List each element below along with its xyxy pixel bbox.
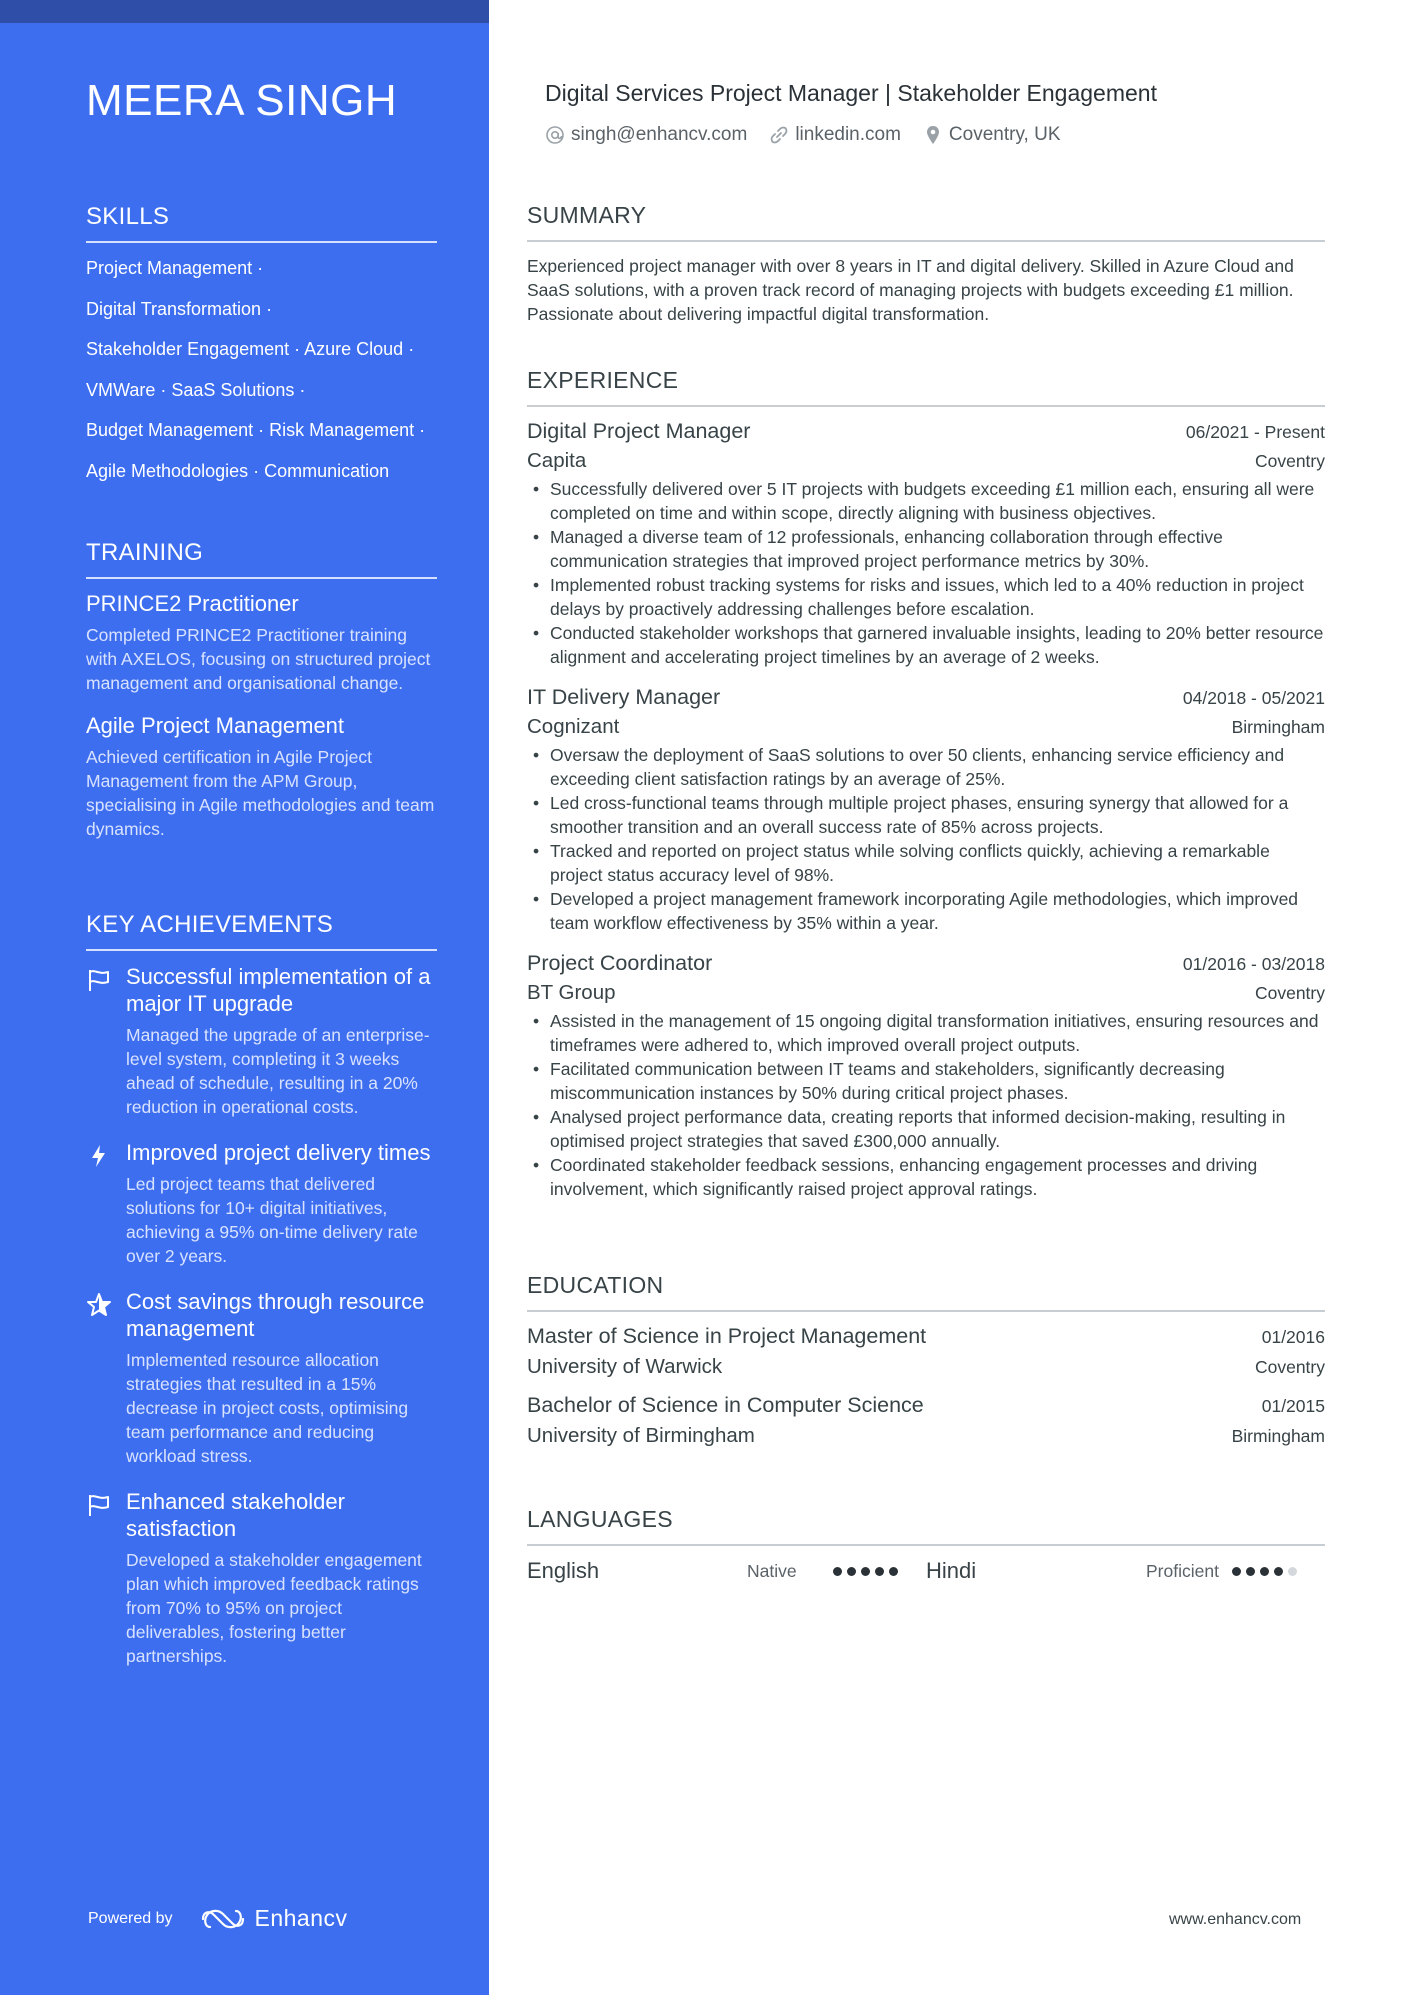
achievement-desc: Managed the upgrade of an enterprise-level system, completing it 3 weeks ahead of schedule, resulting in a 20% reduction in operational costs. — [126, 1025, 430, 1117]
job-title: IT Delivery Manager — [527, 685, 721, 709]
job-bullet: • Tracked and reported on project status while solving conflicts quickly, achieving a remarkable project status accuracy level of 98%. — [527, 839, 1325, 887]
achievements-title: KEY ACHIEVEMENTS — [86, 911, 437, 951]
education-degree: Bachelor of Science in Computer Science — [527, 1393, 924, 1417]
star-icon — [86, 1292, 112, 1318]
rating-dot-filled — [1246, 1567, 1255, 1576]
achievements-section — [86, 911, 437, 1688]
language-name: English — [527, 1558, 600, 1583]
education-entry — [527, 1324, 1325, 1379]
skill-line: Digital Transformation · — [86, 298, 273, 319]
training-item-title: PRINCE2 Practitioner — [86, 591, 299, 616]
flag-icon — [86, 967, 112, 993]
enhancv-logo-icon — [199, 1906, 247, 1932]
location-contact — [923, 124, 1061, 146]
achievement-desc: Implemented resource allocation strategies that resulted in a 15% decrease in project costs, optimising team performance and reducing workload stress. — [126, 1350, 409, 1466]
job-entry — [527, 685, 1325, 935]
skills-title: SKILLS — [86, 203, 437, 243]
language-rating — [833, 1567, 903, 1576]
skill-line: Agile Methodologies · Communication — [86, 460, 390, 481]
education-school: University of Birmingham — [527, 1424, 755, 1447]
job-entry — [527, 951, 1325, 1201]
linkedin-text: linkedin.com — [795, 124, 901, 145]
achievement-title: Improved project delivery times — [126, 1140, 431, 1165]
summary-text: Experienced project manager with over 8 years in IT and digital delivery. Skilled in Azure Cloud and SaaS solutions, with a proven track record of managing projects with budgets exceeding £1 million. Passionate about delivering impactful digital transformation. — [527, 256, 1294, 324]
job-bullets — [527, 743, 1325, 935]
job-bullet: • Developed a project management framework incorporating Agile methodologies, which improved team workflow effectiveness by 35% within a year. — [527, 887, 1325, 935]
experience-section — [527, 367, 1325, 1217]
skill-line: Budget Management · Risk Management · — [86, 420, 426, 440]
job-bullet: • Implemented robust tracking systems for risks and issues, which led to a 40% reduction in project delays by proactively addressing challenges before escalation. — [527, 573, 1325, 621]
job-entry — [527, 419, 1325, 669]
language-entry — [926, 1558, 1325, 1584]
rating-dot-filled — [833, 1567, 842, 1576]
summary-title: SUMMARY — [527, 202, 1325, 242]
skill-line: VMWare · SaaS Solutions · — [86, 379, 306, 400]
rating-dot-filled — [1274, 1567, 1283, 1576]
sidebar-top-bar — [0, 0, 489, 23]
candidate-name: MEERA SINGH — [86, 76, 398, 125]
achievement-desc: Led project teams that delivered solutions for 10+ digital initiatives, achieving a 95% on-time delivery rate over 2 years. — [126, 1174, 418, 1266]
achievement-item — [86, 1139, 437, 1268]
contact-row — [545, 124, 1083, 146]
training-item-title: Agile Project Management — [86, 713, 345, 738]
training-item-desc: Completed PRINCE2 Practitioner training with AXELOS, focusing on structured project management and organisational change. — [86, 625, 431, 693]
job-date: 04/2018 - 05/2021 — [1182, 688, 1325, 708]
achievement-title: Cost savings through resource management — [126, 1289, 425, 1341]
job-bullet: • Managed a diverse team of 12 professionals, enhancing collaboration through effective communication strategies that improved project performance metrics by 30%. — [527, 525, 1325, 573]
job-bullet: • Led cross-functional teams through multiple project phases, ensuring synergy that allowed for a smoother transition and an overall success rate of 85% across projects. — [527, 791, 1325, 839]
flag-icon — [86, 1492, 112, 1518]
language-level: Proficient — [1146, 1560, 1219, 1581]
training-title: TRAINING — [86, 539, 437, 579]
skill-line: Stakeholder Engagement · Azure Cloud · — [86, 339, 415, 359]
location-text: Coventry, UK — [948, 124, 1061, 145]
rating-dot-empty — [1288, 1567, 1297, 1576]
achievement-item — [86, 1488, 437, 1668]
achievement-item — [86, 963, 437, 1119]
job-bullet: • Coordinated stakeholder feedback sessions, enhancing engagement processes and driving involvement, which significantly raised project approval ratings. — [527, 1153, 1325, 1201]
job-bullets — [527, 477, 1325, 669]
headline: Digital Services Project Manager | Stakeholder Engagement — [545, 80, 1157, 106]
footer-url[interactable]: www.enhancv.com — [1169, 1911, 1302, 1928]
job-bullet: • Analysed project performance data, creating reports that informed decision-making, resulting in optimised project strategies that saved £300,000 annually. — [527, 1105, 1325, 1153]
email-text: singh@enhancv.com — [571, 124, 748, 145]
job-bullet: • Successfully delivered over 5 IT projects with budgets exceeding £1 million each, ensuring all were completed on time and within scope, directly aligning with business objectives. — [527, 477, 1325, 525]
languages-title: LANGUAGES — [527, 1506, 1325, 1546]
job-title: Digital Project Manager — [527, 419, 751, 443]
rating-dot-filled — [861, 1567, 870, 1576]
education-date: 01/2016 — [1261, 1327, 1325, 1347]
job-company: BT Group — [527, 981, 616, 1004]
education-degree: Master of Science in Project Management — [527, 1324, 927, 1348]
job-company: Cognizant — [527, 715, 620, 738]
email-contact[interactable] — [545, 124, 747, 146]
linkedin-contact[interactable] — [769, 124, 901, 146]
link-icon — [769, 125, 789, 145]
job-title: Project Coordinator — [527, 951, 713, 975]
languages-section — [527, 1506, 1325, 1584]
powered-by — [88, 1905, 348, 1932]
job-location: Coventry — [1254, 983, 1325, 1003]
rating-dot-filled — [1232, 1567, 1241, 1576]
job-location: Birmingham — [1231, 717, 1325, 737]
education-school: University of Warwick — [527, 1355, 723, 1378]
job-company: Capita — [527, 449, 587, 472]
rating-dot-filled — [1260, 1567, 1269, 1576]
job-date: 01/2016 - 03/2018 — [1182, 954, 1325, 974]
enhancv-logo[interactable] — [199, 1905, 348, 1932]
rating-dot-filled — [889, 1567, 898, 1576]
experience-title: EXPERIENCE — [527, 367, 1325, 407]
job-bullets — [527, 1009, 1325, 1201]
job-bullet: • Conducted stakeholder workshops that garnered invaluable insights, leading to 20% better resource alignment and accelerating project timelines by an average of 2 weeks. — [527, 621, 1325, 669]
skills-section — [86, 203, 437, 500]
summary-section — [527, 202, 1325, 326]
education-location: Coventry — [1254, 1357, 1325, 1377]
rating-dot-filled — [875, 1567, 884, 1576]
education-title: EDUCATION — [527, 1272, 1325, 1312]
job-bullet: • Facilitated communication between IT teams and stakeholders, significantly decreasing miscommunication instances by 50% during critical project phases. — [527, 1057, 1325, 1105]
language-rating — [1232, 1567, 1302, 1576]
achievement-title: Successful implementation of a major IT upgrade — [126, 964, 431, 1016]
language-name: Hindi — [926, 1558, 977, 1583]
sidebar — [0, 0, 489, 1995]
rating-dot-filled — [847, 1567, 856, 1576]
education-date: 01/2015 — [1261, 1396, 1325, 1416]
training-section — [86, 539, 437, 859]
job-bullet: • Oversaw the deployment of SaaS solutions to over 50 clients, enhancing service efficiency and exceeding client satisfaction ratings by an average of 25%. — [527, 743, 1325, 791]
job-location: Coventry — [1254, 451, 1325, 471]
education-entry — [527, 1393, 1325, 1448]
language-entry — [527, 1558, 926, 1584]
powered-by-label: Powered by — [88, 1909, 173, 1927]
education-location: Birmingham — [1231, 1426, 1325, 1446]
location-pin-icon — [923, 125, 943, 145]
achievement-title: Enhanced stakeholder satisfaction — [126, 1489, 345, 1541]
achievement-item — [86, 1288, 437, 1468]
at-icon — [545, 125, 565, 145]
job-date: 06/2021 - Present — [1185, 422, 1325, 442]
job-bullet: • Assisted in the management of 15 ongoing digital transformation initiatives, ensuring resources and timeframes were adhered to, which improved overall project outputs. — [527, 1009, 1325, 1057]
language-level: Native — [747, 1560, 797, 1581]
lightning-icon — [86, 1143, 112, 1169]
training-item-desc: Achieved certification in Agile Project Management from the APM Group, specialising in Agile methodologies and team dynamics. — [86, 747, 435, 839]
skill-line: Project Management · — [86, 258, 264, 278]
education-section — [527, 1272, 1325, 1462]
achievement-desc: Developed a stakeholder engagement plan which improved feedback ratings from 70% to 95% on project deliverables, fostering better partnerships. — [126, 1550, 422, 1666]
enhancv-brand-name: Enhancv — [254, 1905, 348, 1931]
